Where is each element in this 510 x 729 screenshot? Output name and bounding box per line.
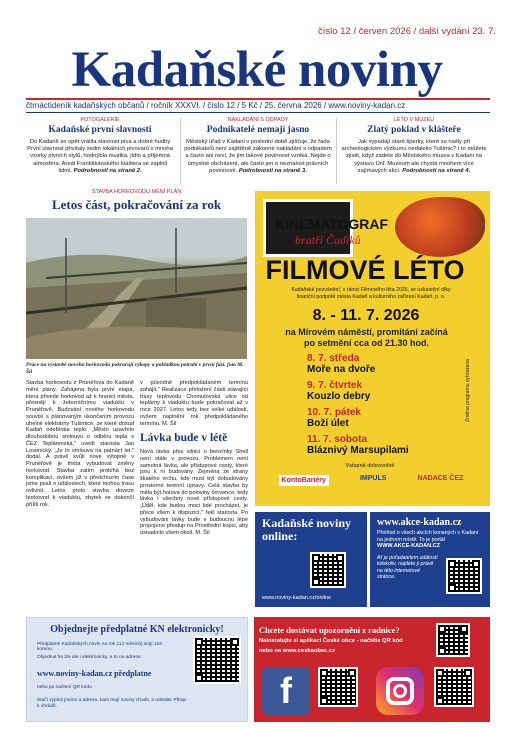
- qr-code-icon[interactable]: [446, 558, 482, 594]
- teaser-slavnosti[interactable]: [26, 117, 174, 175]
- film-item: [307, 434, 457, 461]
- qr-code-icon[interactable]: [310, 552, 346, 588]
- teaser-kicker: POTOGALERIE: [80, 117, 120, 123]
- akce-promo[interactable]: [370, 512, 490, 607]
- subheader: [26, 101, 484, 110]
- teaser-poklad[interactable]: [340, 117, 488, 175]
- teaser-kicker: LÉTO V MUZEU: [393, 117, 435, 123]
- poster-title: FILMOVÉ LÉTO: [265, 255, 465, 285]
- subscribe-url[interactable]: www.noviny-kadan.cz předplatne: [37, 669, 152, 678]
- subscribe-title: Objednejte předplatné KN elektronicky!: [50, 624, 224, 635]
- film-title: Kouzlo debry: [307, 391, 371, 402]
- poster-brand-sub: bratří Čadíků: [295, 233, 361, 247]
- qr-code-icon[interactable]: [436, 623, 470, 657]
- film-day: 10. 7.: [307, 407, 333, 418]
- lead-title: Letos část, pokračování za rok: [51, 197, 222, 212]
- teaser-text: Jak vypadají staré šperky, které se našly při archeologickém výzkumu nedaleko Tušimic? I to můžete zjistit, když zadete do Městského muzea v Kadani na výstavu Unl. Muzeum ale chystá mnohem více zajímavých akcí.: [341, 139, 487, 174]
- akce-text: Přehled o všech akcích konaných v Kadani na jednom místě. To je portál: [377, 530, 478, 543]
- subheader-text: čtrnáctideník kadaňských občanů / ročník XXXVI. / číslo 12 / 5 Kč / 25. června 2026 / www.noviny-kadan.cz: [26, 101, 406, 110]
- film-weekday: středa: [329, 353, 360, 364]
- masthead: Kadaňské noviny: [71, 42, 443, 98]
- poster-dates: 8. - 11. 7. 2026: [312, 307, 420, 324]
- film-title: Boží úlet: [307, 418, 349, 429]
- poster-side-note: Změna programu vyhrazena: [465, 359, 471, 422]
- teaser-more: Podrobnosti na straně 4.: [402, 167, 471, 174]
- film-weekday: pátek: [334, 407, 361, 418]
- second-article-text: Nová lávka přes silnici u benzínky Shell není stále v provozu. Problémem není samotná lávka, ale přístupové cesty, které jsou k ní budovány. Zejména ze strany škatého vrchu, kde musí být dobudovány prostorné terénní úpravy. Celá stavba by měla být hotova do poloviny července, tedy lávka i všechny nové přístupové cesty. „Úděl, kde budou moci lidé procházet, je přece všem k dispozici," řekl starosta. Po vybudování lávky bude v budoucnu lépe propojeno přestup na Prostřední kopci, aby usnadnilo všem okolí. M. Šíl: [140, 449, 248, 536]
- film-weekday: čtvrtek: [329, 380, 363, 391]
- decor-illustration: [395, 197, 485, 257]
- subscribe-line: Předplatné Kadaňských novin na rok 112 měsíců) stojí 104 korunu.: [37, 642, 162, 652]
- filmove-leto-poster[interactable]: [255, 191, 490, 506]
- facebook-icon[interactable]: f: [262, 667, 310, 715]
- teaser-title: Podnikatelé nemají jasno: [206, 125, 310, 135]
- teaser-text: Do Kadaně se opět vrátila slavnost piva a dobré hudby První slavnost přivítaly sedm lokálních pivovarů s mnoha vzorky pivních stylů, hodnýbla muzika, jídlo a příjemná atmosféra. Areál Františkánského kláštera se zaplnil lidmi.: [27, 139, 173, 174]
- qr-code-icon[interactable]: [193, 636, 241, 684]
- online-url: www.noviny-kadan.cz/online: [262, 595, 332, 601]
- akce-url: WWW.AKCE-KADAN.CZ: [377, 543, 440, 549]
- notify-line: nebo na www.ceskaobec.cz: [259, 648, 336, 654]
- akce-note: Ať je pořadatelem událostí kdokoliv, najdete ji právě na této internetové stránce.: [377, 555, 438, 580]
- divider: [26, 112, 490, 113]
- divider: [336, 118, 337, 184]
- film-item: [307, 353, 457, 380]
- poster-sponsors-label: Vstupné dobrovolné: [345, 463, 395, 469]
- issue-line: číslo 12 / červen 2026 / další vydání 23. 7.: [318, 26, 496, 37]
- sponsor-logo: KontoBariéry: [279, 475, 329, 486]
- film-day: 8. 7.: [307, 353, 327, 364]
- online-promo[interactable]: [255, 512, 367, 607]
- sponsor-logo: IMPULS: [359, 475, 387, 482]
- teaser-more: Podrobnosti na straně 3.: [238, 167, 307, 174]
- film-day: 9. 7.: [307, 380, 327, 391]
- akce-title: www.akce-kadan.cz: [377, 517, 462, 528]
- subscribe-box[interactable]: [26, 617, 248, 722]
- lead-column-2: v původně předpokládaném termínu zahájit." Realizace přeložení části stávající trasy teplovodu Chomutovská ulice od teplárny k viaduktu bude pokračovat až v roce 2027. Letos tedy bez velké události, ovšem naplnění rok předpokládaného termínu. M. Šíl: [140, 380, 248, 427]
- film-weekday: sobota: [334, 434, 368, 445]
- lead-kicker: STAVBA HORKOVODU MĚNÍ PLÁN: [91, 189, 182, 195]
- poster-place: na Mírovém náměstí, promítání začíná po setmění cca od 21.30 hod.: [285, 327, 448, 348]
- film-item: [307, 380, 457, 407]
- qr-code-icon[interactable]: [434, 667, 474, 707]
- teaser-title: Zlatý poklad v klášteře: [367, 125, 461, 135]
- poster-intro: Kadaňské pozvánění, v rámci Filmového léta 2026, se uskuteční díky finanční podpoře města Kadaň a kulturního zařízení Kadaň, p. o.: [291, 287, 451, 300]
- poster-brand: KINEMATOGRAF: [275, 216, 389, 232]
- divider: [180, 118, 181, 184]
- subscribe-line: Objednat ho lze ale i elektronicky, a to na adrese:: [37, 655, 142, 660]
- photo-caption: Práce na výstavbě nového horkovodu pokračují výkopy a pokládkou potrubí v první fázi. foto M. Šíl: [26, 362, 244, 375]
- teaser-podnikatele[interactable]: [184, 117, 332, 175]
- teaser-kicker: NAKLÁDÁNÍ S ODPADY: [227, 117, 289, 123]
- online-title: Kadaňské noviny online:: [262, 516, 352, 543]
- sponsor-logo: NADACE ČEZ: [417, 475, 464, 482]
- lead-column-1: Stavba horkovodu z Prunéřova do Kadaně mění plány. Zahájena byla první etapa, která přivede horkovod až k hranici města, přesněji k železničnímu viaduktu v Prunéřově. Budování nového horkovodu souvisí s plánovaným ukončením provozu uhelné elektrárny Tušimice, ze které dosud Kadaň odebírala teplo. „Město uzavřelo dlouhodobou smlouvu o odběru tepla s ČEZ Teplárenská," uvedl starosta Jan Losenický. „Je to smlouva na patnáct let." dodal. A právě kvůli nové výtopně v Prunéřově je třeba vybudovat změny horkovod. Stavba zatím probíhá bez komplikací, ovšem již v předchozím čase jsme psali o událostech, které mohou trasu ovlivnit. Letos proto stavba doveze horkovod k viaduktu, zbytek se dokončí příští rok.: [26, 380, 134, 508]
- notify-title: Chcete dostávat upozornění z radnice?: [259, 625, 400, 635]
- teaser-more: Podrobnosti na straně 2.: [73, 167, 142, 174]
- film-title: Bláznivý Marsupilami: [307, 445, 409, 456]
- notify-box[interactable]: [254, 617, 490, 722]
- teaser-text: Městský úřad v Kadani v poslední době zjišťuje, že řada podnikatelů není zajištěně zákonné nakládání s odpadem a často ani neví, že jim takové povinnost vzniká. Nejde o úmyslné obcházení, ale často jen o neznalost právních povinností.: [184, 139, 332, 174]
- qr-code-icon[interactable]: [318, 667, 358, 707]
- construction-photo: [26, 218, 247, 359]
- film-item: [307, 407, 457, 434]
- film-list: [307, 353, 457, 461]
- subscribe-line: Stačí vyplnit jméno a adresu, kam mají noviny chodit, a odeslat. Přitup k ohrádě.: [37, 698, 187, 709]
- film-title: Moře na dvoře: [307, 364, 376, 375]
- lead-photo: [26, 218, 247, 359]
- divider: [26, 98, 490, 100]
- poster-sponsors: [263, 475, 479, 486]
- film-day: 11. 7.: [307, 434, 332, 445]
- second-title: Lávka bude v létě: [140, 432, 228, 444]
- teaser-title: Kadaňské první slavnosti: [48, 125, 152, 135]
- notify-line: Nainstalujte si aplikaci České obce - načtěte QR kód: [259, 638, 403, 644]
- instagram-icon[interactable]: [376, 667, 424, 715]
- subscribe-line: nebo po načtení QR kódu: [37, 685, 92, 690]
